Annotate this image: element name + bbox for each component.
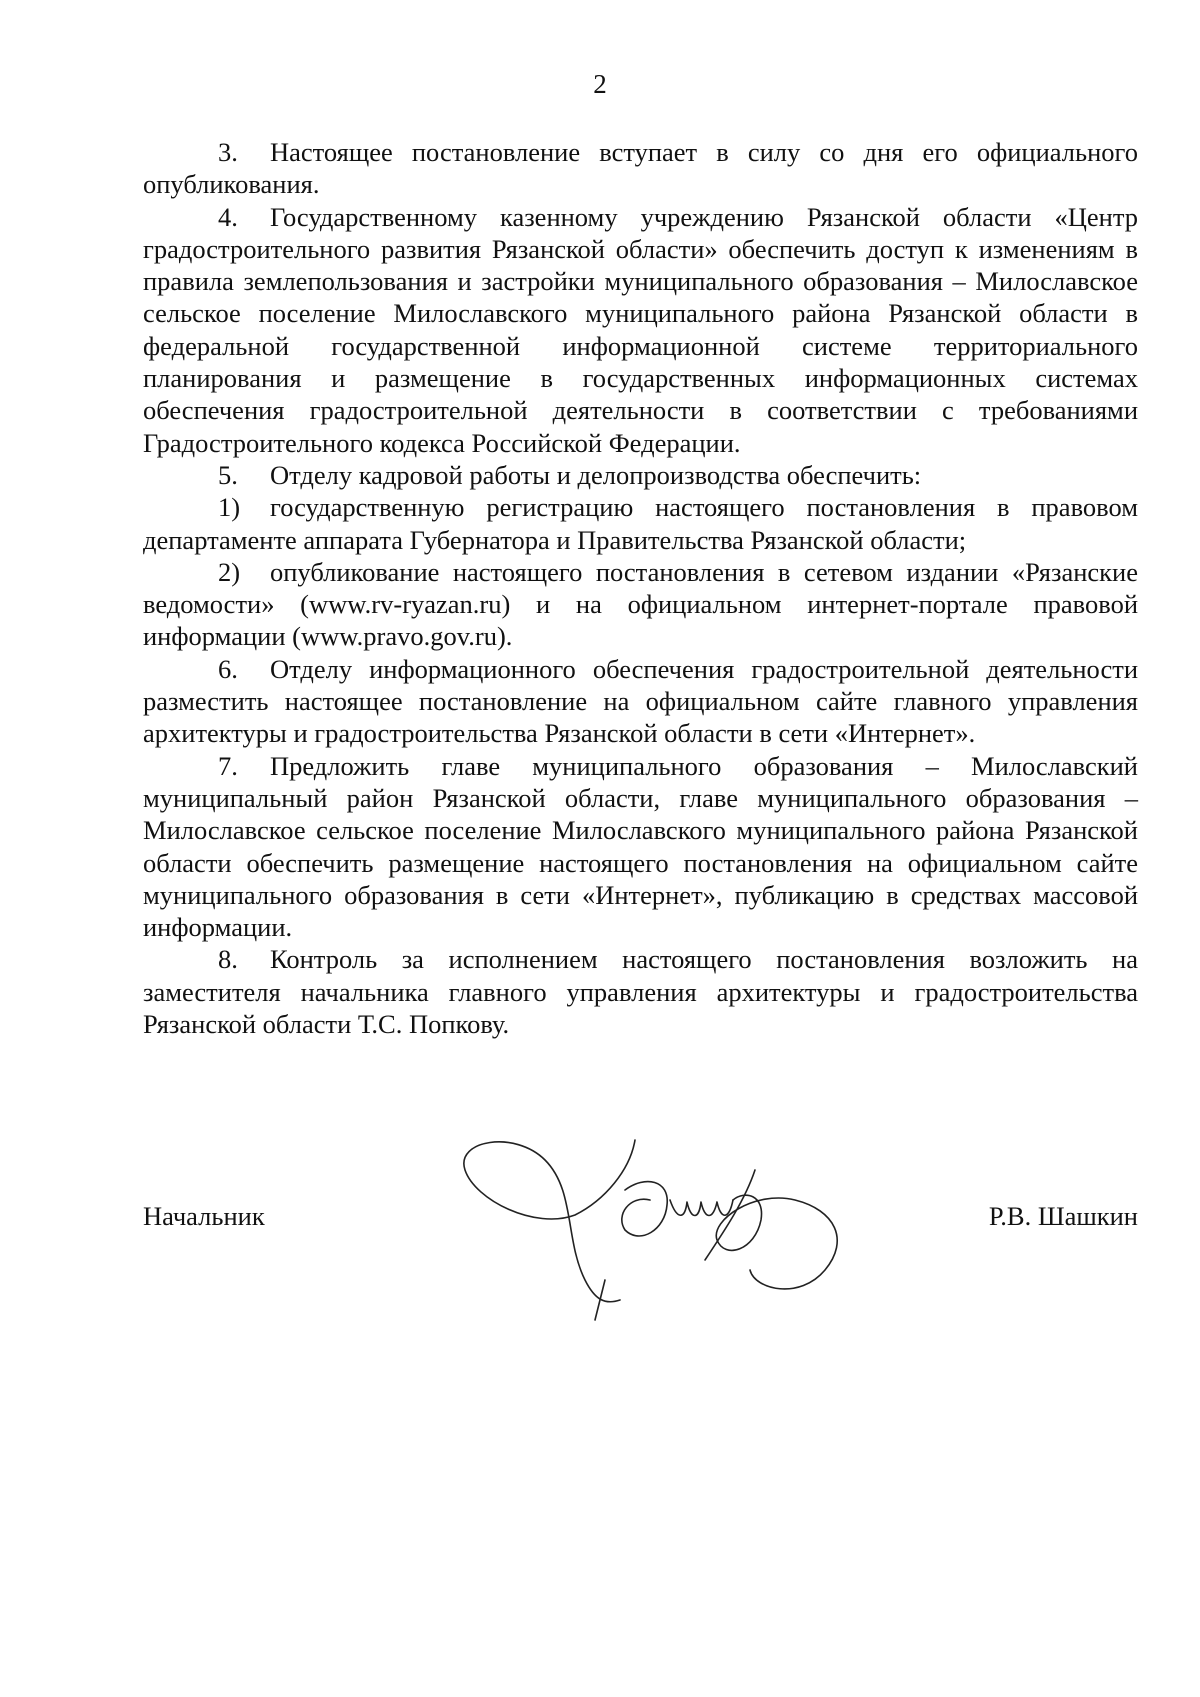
paragraph-number: 7. <box>218 750 238 781</box>
paragraph-8 <box>143 943 1138 1040</box>
paragraph-number: 1) <box>218 492 241 523</box>
paragraph-4 <box>143 201 1138 459</box>
paragraph-text: Отделу информационного обеспечения градостроительной деятельности разместить настоящее постановление на официальном сайте главного управления архитектуры и градостроительства Рязанской области в сети «Интернет». <box>143 653 1138 749</box>
paragraph-5 <box>143 459 1138 491</box>
paragraph-6 <box>143 653 1138 750</box>
paragraph-number: 2) <box>218 556 241 587</box>
signatory-name: Р.В. Шашкин <box>988 1201 1138 1231</box>
signatory-position: Начальник <box>143 1201 265 1231</box>
paragraph-number: 6. <box>218 653 238 684</box>
document-body <box>143 136 1138 1040</box>
paragraph-text: Предложить главе муниципального образования – Милославский муниципальный район Рязанской области, главе муниципального образования – Милославское сельское поселение Милославского муниципального района Рязанской области обеспечить размещение настоящего постановления на официальном сайте муниципального образования в сети «Интернет», публикацию в средствах массовой информации. <box>143 750 1138 943</box>
paragraph-text: Государственному казенному учреждению Рязанской области «Центр градостроительного развития Рязанской области» обеспечить доступ к изменениям в правила землепользования и застройки муниципального образования – Милославское сельское поселение Милославского муниципального района Рязанской области в федеральной государственной информационной системе территориального планирования и размещение в государственных информационных системах обеспечения градостроительной деятельности в соответствии с требованиями Градостроительного кодекса Российской Федерации. <box>143 201 1138 458</box>
signature-block <box>143 1200 1138 1244</box>
paragraph-text: Отделу кадровой работы и делопроизводства обеспечить: <box>270 459 922 490</box>
paragraph-text: Контроль за исполнением настоящего постановления возложить на заместителя начальника главного управления архитектуры и градостроительства Рязанской области Т.С. Попкову. <box>143 944 1138 1040</box>
paragraph-text: опубликование настоящего постановления в сетевом издании «Рязанские ведомости» (www.rv-ryazan.ru) и на официальном интернет-портале правовой информации (www.pravo.gov.ru). <box>143 556 1138 652</box>
paragraph-number: 8. <box>218 944 238 975</box>
paragraph-text: Настоящее постановление вступает в силу со дня его официального опубликования. <box>143 137 1138 200</box>
paragraph-3 <box>143 136 1138 201</box>
paragraph-7 <box>143 750 1138 944</box>
paragraph-number: 5. <box>218 459 238 490</box>
paragraph-number: 4. <box>218 201 238 232</box>
subparagraph-1 <box>143 491 1138 556</box>
paragraph-text: государственную регистрацию настоящего постановления в правовом департаменте аппарата Губернатора и Правительства Рязанской области; <box>143 492 1138 555</box>
paragraph-number: 3. <box>218 137 238 167</box>
subparagraph-2 <box>143 556 1138 653</box>
page-number: 2 <box>593 69 607 99</box>
